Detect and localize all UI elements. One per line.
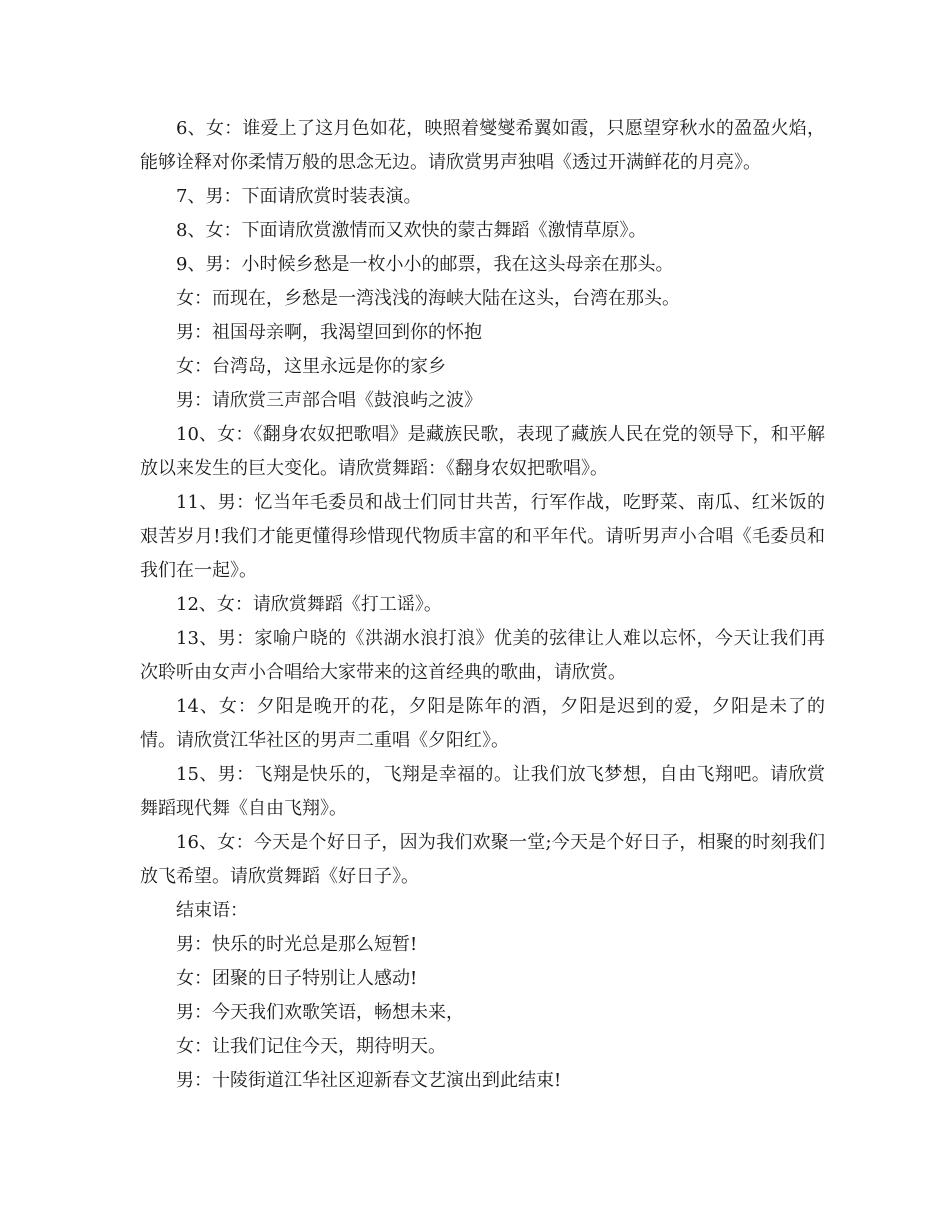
dialogue-line: 女：而现在，乡愁是一湾浅浅的海峡大陆在这头，台湾在那头。 (176, 288, 680, 309)
closing-heading: 结束语： (176, 900, 248, 921)
document-page (140, 112, 825, 1098)
paragraph-15: 15、男：飞翔是快乐的，飞翔是幸福的。让我们放飞梦想，自由飞翔吧。请欣赏舞蹈现代舞《自由飞翔》。 (140, 764, 825, 819)
paragraph-10: 10、女：《翻身农奴把歌唱》是藏族民歌，表现了藏族人民在党的领导下，和平解放以来发生的巨大变化。请欣赏舞蹈：《翻身农奴把歌唱》。 (140, 424, 825, 479)
paragraph-14: 14、女：夕阳是晚开的花，夕阳是陈年的酒，夕阳是迟到的爱，夕阳是未了的情。请欣赏江华社区的男声二重唱《夕阳红》。 (140, 696, 825, 751)
closing-line: 女：让我们记住今天，期待明天。 (176, 1036, 446, 1057)
dialogue-line: 男：请欣赏三声部合唱《鼓浪屿之波》 (176, 390, 482, 411)
paragraph-7: 7、男：下面请欣赏时装表演。 (176, 186, 422, 207)
closing-line: 男：快乐的时光总是那么短暂! (176, 934, 418, 955)
closing-line: 男：十陵街道江华社区迎新春文艺演出到此结束! (176, 1070, 562, 1091)
paragraph-9: 9、男：小时候乡愁是一枚小小的邮票，我在这头母亲在那头。 (176, 254, 674, 275)
paragraph-8: 8、女：下面请欣赏激情而又欢快的蒙古舞蹈《激情草原》。 (176, 220, 647, 241)
dialogue-line: 女：台湾岛，这里永远是你的家乡 (176, 356, 446, 377)
paragraph-13: 13、男：家喻户晓的《洪湖水浪打浪》优美的弦律让人难以忘怀，今天让我们再次聆听由女声小合唱给大家带来的这首经典的歌曲，请欣赏。 (140, 628, 825, 683)
dialogue-line: 男：祖国母亲啊，我渴望回到你的怀抱 (176, 322, 482, 343)
closing-line: 女：团聚的日子特别让人感动! (176, 968, 418, 989)
paragraph-11: 11、男：忆当年毛委员和战士们同甘共苦，行军作战，吃野菜、南瓜、红米饭的艰苦岁月!我们才能更懂得珍惜现代物质丰富的和平年代。请听男声小合唱《毛委员和我们在一起》。 (140, 492, 825, 581)
closing-line: 男：今天我们欢歌笑语，畅想未来， (176, 1002, 464, 1023)
paragraph-16: 16、女：今天是个好日子，因为我们欢聚一堂;今天是个好日子，相聚的时刻我们放飞希望。请欣赏舞蹈《好日子》。 (140, 832, 825, 887)
paragraph-12: 12、女：请欣赏舞蹈《打工谣》。 (176, 594, 442, 615)
paragraph-6: 6、女：谁爱上了这月色如花，映照着燮燮希翼如霞，只愿望穿秋水的盈盈火焰，能够诠释对你柔情万般的思念无边。请欣赏男声独唱《透过开满鲜花的月亮》。 (140, 118, 825, 173)
